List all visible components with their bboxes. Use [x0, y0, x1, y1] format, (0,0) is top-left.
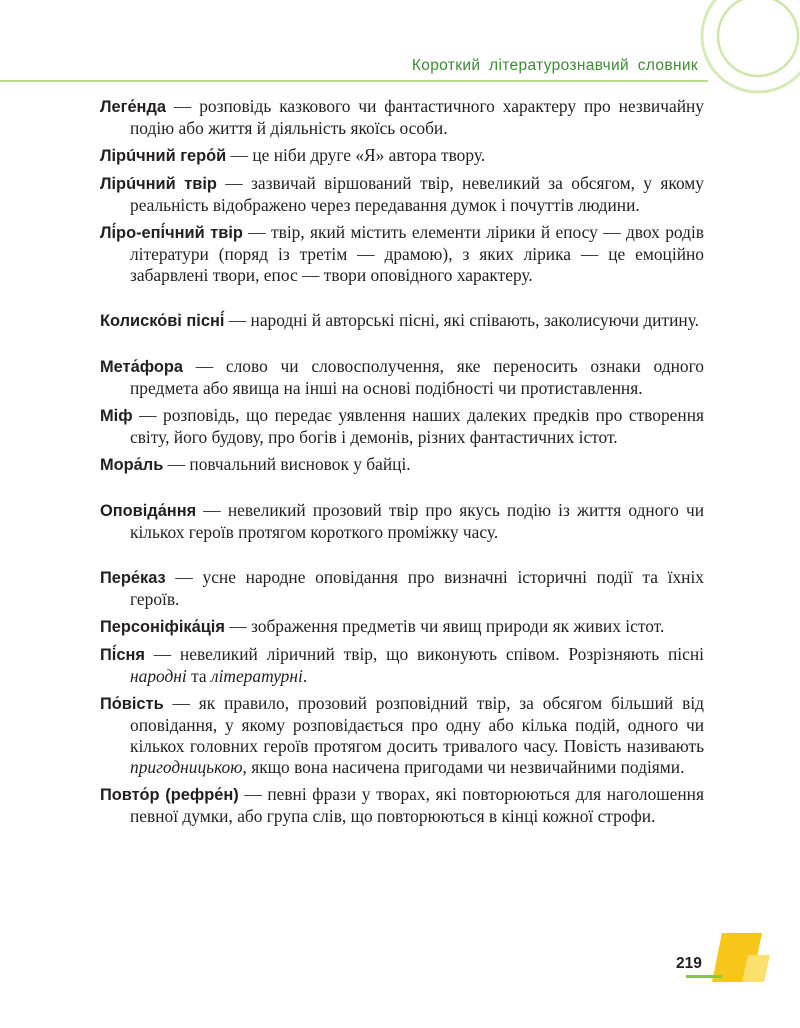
entry-song: Пі́сня — невеликий ліричний твір, що виконують співом. Розрізняють пісні народні та літературні. — [100, 644, 704, 686]
entry-short-story: Оповіда́ння — невеликий прозовий твір про якусь подію із життя одного чи кількох героїв протягом короткого проміжку часу. — [100, 500, 704, 542]
page-tab-yellow-light — [742, 955, 770, 982]
entry-lyrical-work: Лірúчний твір — зазвичай віршований твір, невеликий за обсягом, у якому реальність відображено через передавання думок і почуттів людини. — [100, 173, 705, 215]
entry-lyric-epic-work: Лі́ро-епі́чний твір — твір, який містить елементи лірики й епосу — двох родів літератури (поряд із третім — драмою), з яких лірика — це емоційно забарвлені твори, епос — твори оповідного характеру. — [100, 222, 704, 285]
entry-lyrical-hero: Лірúчний геро́й — це ніби друге «Я» автора твору. — [100, 145, 486, 165]
entry-novella: По́вість — як правило, прозовий розповідний твір, за обсягом більший від оповідання, у якому розповідається про одну або кілька подій, одного чи кількох головних героїв протягом досить тривалого часу. Повість називають пригодницькою, якщо вона насичена пригодами чи незвичайними подіями. — [100, 693, 704, 777]
entry-personification: Персоніфіка́ція — зображення предметів чи явищ природи як живих істот. — [100, 616, 665, 636]
entry-legend-retelling: Пере́каз — усне народне оповідання про визначні історичні події та їхніх героїв. — [100, 567, 704, 609]
entry-myth: Міф — розповідь, що передає уявлення наших далеких предків про створення світу, його будову, про богів і демонів, різних фантастичних істот. — [100, 405, 704, 447]
dictionary-entries — [100, 96, 704, 827]
header-rule — [0, 80, 708, 82]
page-tab-yellow — [712, 933, 762, 982]
footer-rule — [686, 975, 722, 978]
corner-arc-outer — [702, 0, 800, 92]
entry-legend: Леге́нда — розповідь казкового чи фантастичного характеру про незвичайну подію або життя й діяльність якоїсь особи. — [100, 96, 704, 138]
corner-arc-inner — [718, 0, 798, 76]
entry-lullabies: Колиско́ві пісні́ — народні й авторські пісні, які співають, заколисуючи дитину. — [100, 310, 700, 330]
entry-refrain: Повто́р (рефре́н) — певні фрази у творах, які повторюються для наголошення певної думки, або група слів, що повторюються в кінці кожної строфи. — [100, 784, 704, 826]
entry-metaphor: Мета́фора — слово чи словосполучення, яке переносить ознаки одного предмета або явища на інші на основі подібності чи протиставлення. — [100, 356, 704, 398]
header-title: Короткий літературознавчий словник — [411, 57, 698, 74]
entry-moral: Мора́ль — повчальний висновок у байці. — [100, 454, 411, 474]
page-number: 219 — [676, 955, 702, 972]
